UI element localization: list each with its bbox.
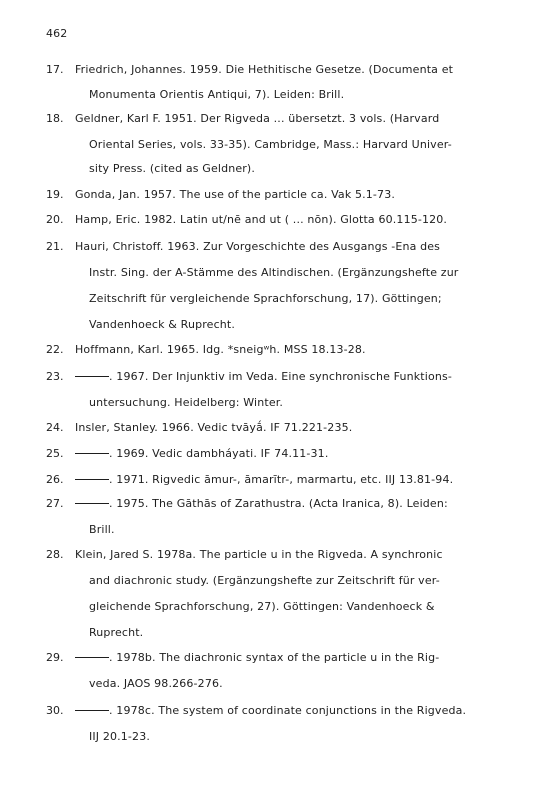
reference-number: 25. — [46, 447, 64, 460]
reference-number: 27. — [46, 497, 64, 510]
reference-line: Vandenhoeck & Ruprecht. — [89, 318, 235, 331]
reference-line-text: . 1969. Vedic dambháyati. IF 74.11-31. — [109, 447, 329, 460]
reference-line: and diachronic study. (Ergänzungshefte zur Zeitschrift für ver- — [89, 574, 440, 587]
reference-number: 19. — [46, 188, 64, 201]
reference-line: veda. JAOS 98.266-276. — [89, 677, 223, 690]
reference-number: 22. — [46, 343, 64, 356]
reference-line — [75, 497, 448, 511]
reference-number: 26. — [46, 473, 64, 486]
reference-line — [75, 447, 328, 461]
reference-line — [75, 370, 452, 384]
reference-line: Brill. — [89, 523, 115, 536]
reference-line: Hauri, Christoff. 1963. Zur Vorgeschichte des Ausgangs -Ena des — [75, 240, 441, 253]
author-repeat-rule — [75, 376, 109, 377]
reference-line: Hamp, Eric. 1982. Latin ut/nē and ut ( ... nōn). Glotta 60.115-120. — [75, 213, 448, 226]
author-repeat-rule — [75, 453, 109, 454]
reference-line: sity Press. (cited as Geldner). — [89, 162, 256, 175]
reference-line: Insler, Stanley. 1966. Vedic tvāyā́. IF 71.221-235. — [75, 421, 353, 434]
reference-line: IIJ 20.1-23. — [89, 730, 150, 743]
reference-line-text: . 1975. The Gāthās of Zarathustra. (Acta Iranica, 8). Leiden: — [109, 497, 448, 510]
reference-number: 29. — [46, 651, 64, 664]
author-repeat-rule — [75, 710, 109, 711]
reference-line: Zeitschrift für vergleichende Sprachforschung, 17). Göttingen; — [89, 292, 442, 305]
reference-line: Ruprecht. — [89, 626, 144, 639]
reference-number: 30. — [46, 704, 64, 717]
reference-number: 20. — [46, 213, 64, 226]
page-number: 462 — [46, 27, 68, 40]
reference-line-text: . 1971. Rigvedic āmur-, āmarītr-, marmartu, etc. IIJ 13.81-94. — [109, 473, 454, 486]
reference-line — [75, 704, 466, 718]
reference-line: Instr. Sing. der A-Stämme des Altindischen. (Ergänzungshefte zur — [89, 266, 459, 279]
reference-line: Friedrich, Johannes. 1959. Die Hethitische Gesetze. (Documenta et — [75, 63, 454, 76]
reference-line — [75, 651, 439, 665]
reference-line: untersuchung. Heidelberg: Winter. — [89, 396, 284, 409]
reference-number: 21. — [46, 240, 64, 253]
author-repeat-rule — [75, 503, 109, 504]
reference-line: Gonda, Jan. 1957. The use of the particle ca. Vak 5.1-73. — [75, 188, 395, 201]
reference-line: Klein, Jared S. 1978a. The particle u in the Rigveda. A synchronic — [75, 548, 443, 561]
reference-line: gleichende Sprachforschung, 27). Göttingen: Vandenhoeck & — [89, 600, 435, 613]
reference-number: 24. — [46, 421, 64, 434]
reference-number: 28. — [46, 548, 64, 561]
reference-line: Monumenta Orientis Antiqui, 7). Leiden: Brill. — [89, 88, 345, 101]
reference-line: Oriental Series, vols. 33-35). Cambridge, Mass.: Harvard Univer- — [89, 138, 452, 151]
reference-line: Geldner, Karl F. 1951. Der Rigveda ... übersetzt. 3 vols. (Harvard — [75, 112, 440, 125]
reference-line-text: . 1978c. The system of coordinate conjunctions in the Rigveda. — [109, 704, 467, 717]
reference-number: 23. — [46, 370, 64, 383]
author-repeat-rule — [75, 479, 109, 480]
author-repeat-rule — [75, 657, 109, 658]
reference-number: 17. — [46, 63, 64, 76]
reference-number: 18. — [46, 112, 64, 125]
reference-line: Hoffmann, Karl. 1965. Idg. *sneigʷh. MSS 18.13-28. — [75, 343, 366, 356]
reference-line-text: . 1967. Der Injunktiv im Veda. Eine synchronische Funktions- — [109, 370, 452, 383]
reference-line-text: . 1978b. The diachronic syntax of the particle u in the Rig- — [109, 651, 440, 664]
reference-line — [75, 473, 453, 487]
